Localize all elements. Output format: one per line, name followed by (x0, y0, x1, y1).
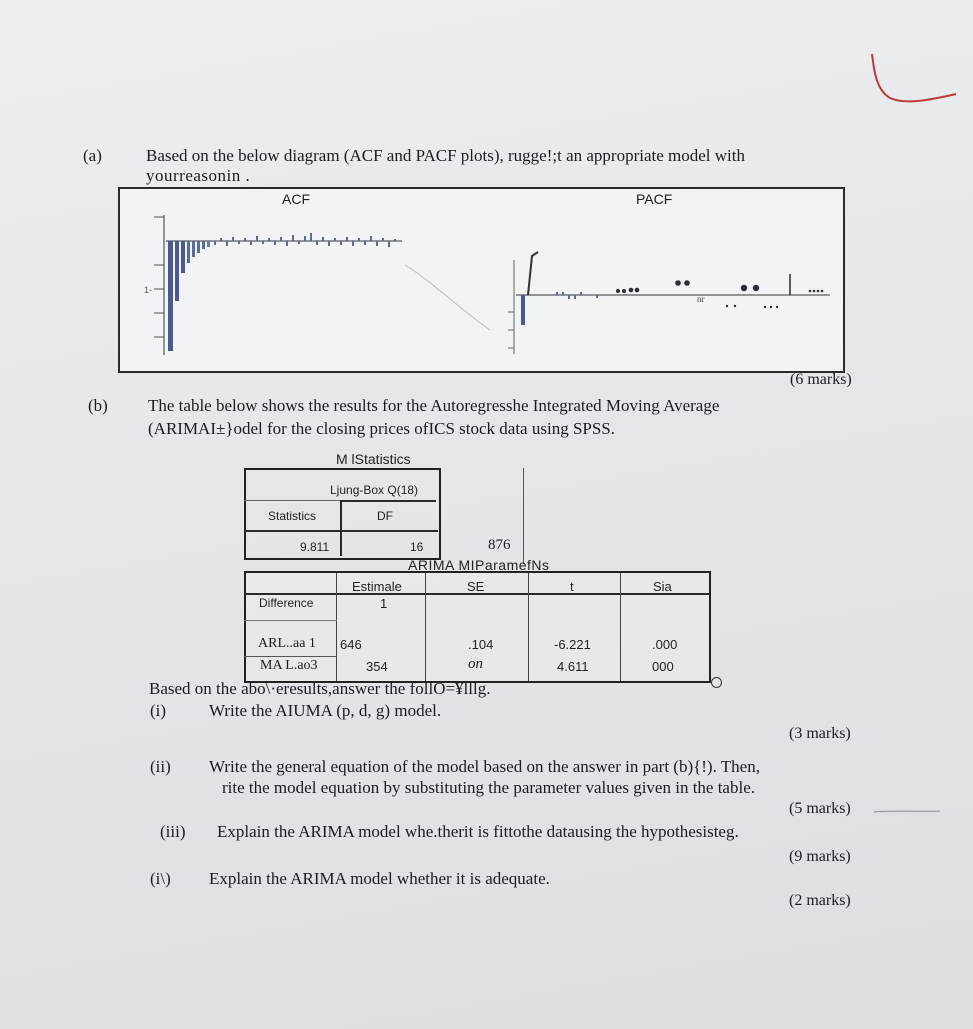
ma-se: on (468, 656, 483, 672)
sub-q2-marks: (5 marks) (789, 800, 851, 817)
sub-q3-label: (iii) (160, 822, 186, 841)
ar-sig: .000 (652, 637, 678, 652)
ar-row-label: ARL..aa 1 (258, 636, 316, 651)
part-b-label: (b) (88, 396, 108, 415)
sub-q4-marks: (2 marks) (789, 892, 851, 909)
pacf-plot (500, 240, 835, 360)
df-value: 16 (410, 540, 424, 554)
svg-text:nr: nr (697, 294, 705, 304)
part-b-question-line1: The table below shows the results for the Autoregresshe Integrated Moving Average (148, 396, 720, 415)
ma-sig: 000 (652, 659, 674, 674)
part-a-marks: (6 marks) (790, 371, 852, 388)
svg-text:1-: 1- (144, 285, 153, 295)
ma-t: 4.611 (557, 659, 589, 674)
sub-q3-text: Explain the ARIMA model whe.therit is fittothe datausing the hypothesisteg. (217, 822, 739, 841)
estimate-header: Estimale (352, 579, 402, 594)
ar-se: .104 (468, 637, 494, 652)
sub-q1-marks: (3 marks) (789, 725, 851, 742)
sub-q4-label: (i\) (150, 869, 171, 888)
sub-q4-text: Explain the ARIMA model whether it is adequate. (209, 869, 550, 888)
sub-q2-label: (ii) (150, 757, 171, 776)
sub-q1-text: Write the AIUMA (p, d, g) model. (209, 701, 442, 720)
acf-title: ACF (282, 191, 310, 207)
underline-stroke (872, 800, 942, 820)
part-a-label: (a) (83, 146, 102, 165)
model-statistics-title: M lStatistics (336, 451, 411, 467)
ljung-box-header: Ljung-Box Q(18) (330, 483, 419, 497)
pacf-title: PACF (636, 191, 673, 207)
divider-stroke (400, 260, 500, 340)
sub-q3-marks: (9 marks) (789, 848, 851, 865)
t-header: t (570, 579, 574, 594)
sub-q1-label: (i) (150, 701, 167, 720)
difference-value: 1 (380, 596, 388, 611)
statistics-col-header: Statistics (268, 509, 317, 523)
ar-estimate: 646 (340, 637, 362, 652)
pen-mark (860, 50, 960, 110)
ma-estimate: 354 (366, 659, 388, 674)
sig-header: Sia (653, 579, 672, 594)
difference-label: Difference (259, 596, 314, 610)
arima-params-title: ARIMA MIParamefNs (408, 557, 550, 573)
part-b-question-line2: (ARIMAI±}odel for the closing prices ofICS stock data using SPSS. (148, 419, 616, 438)
sub-q2-text-line2: rite the model equation by substituting the parameter values given in the table. (222, 778, 755, 797)
se-header: SE (467, 579, 485, 594)
df-col-header: DF (377, 509, 393, 523)
sig-value: 876 (488, 537, 511, 553)
sub-q2-text-line1: Write the general equation of the model based on the answer in part (b){!). Then, (209, 757, 760, 776)
statistics-value: 9.811 (300, 540, 330, 554)
part-a-question-line1: Based on the below diagram (ACF and PACF plots), rugge!;t an appropriate model with (146, 146, 746, 165)
ma-row-label: MA L.ao3 (260, 658, 318, 673)
ar-t: -6.221 (554, 637, 591, 652)
part-a-question-line2: yourreasonin . (146, 166, 251, 185)
circle-mark (711, 677, 722, 688)
instruction-text: Based on the abo\·eresults,answer the follO=¥lllg. (149, 679, 491, 698)
